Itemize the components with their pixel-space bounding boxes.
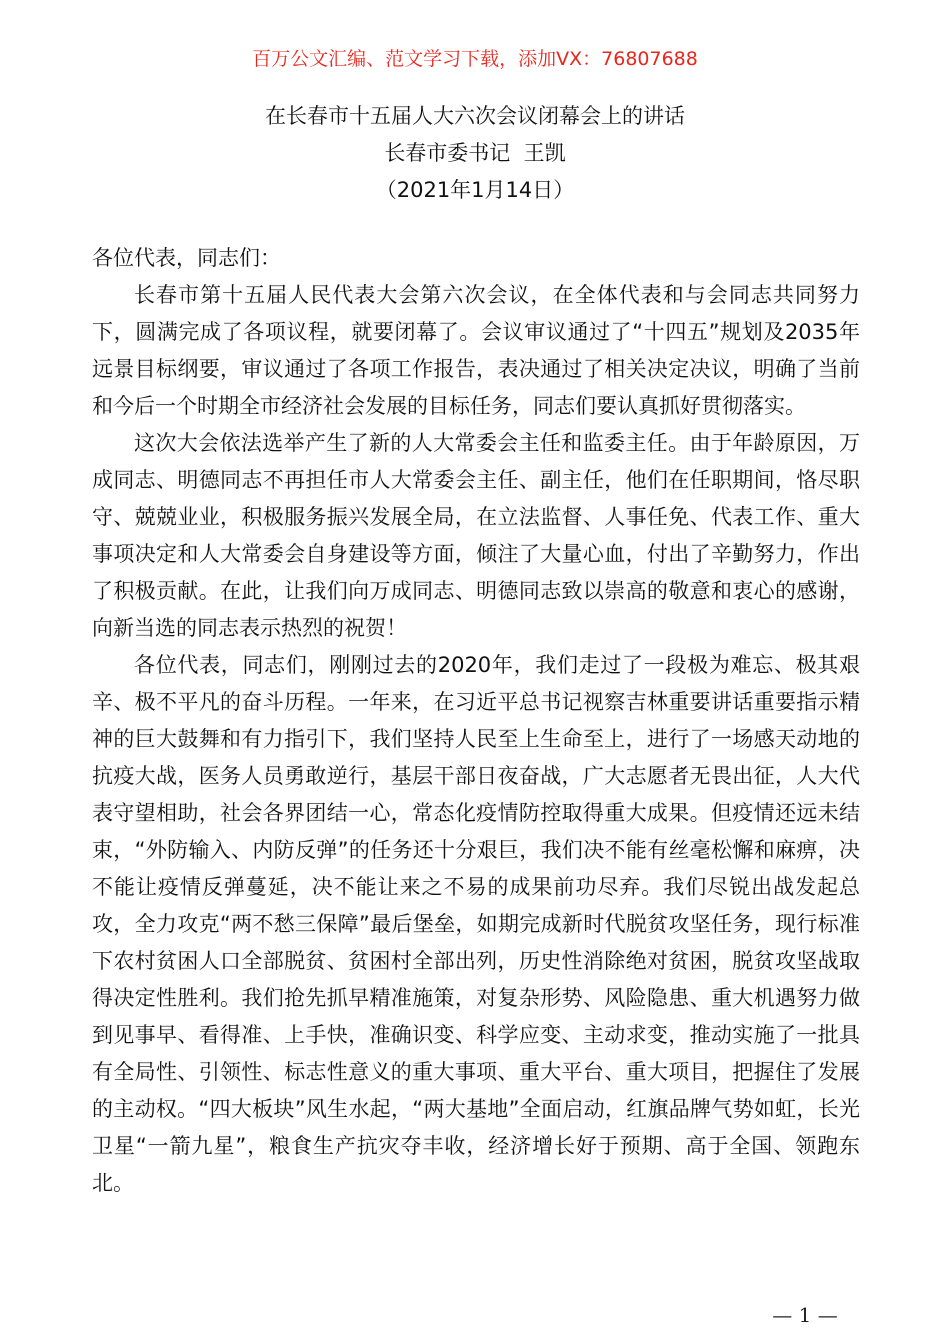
speech-body [92, 240, 860, 1202]
header-banner: 百万公文汇编、范文学习下载，添加VX：76807688 [252, 48, 698, 70]
speech-date: （2021年1月14日） [375, 178, 575, 202]
title-block [0, 98, 950, 209]
paragraph: 这次大会依法选举产生了新的人大常委会主任和监委主任。由于年龄原因，万成同志、明德同志不再担任市人大常委会主任、副主任，他们在任职期间，恪尽职守、兢兢业业，积极服务振兴发展全局，在立法监督、人事任免、代表工作、重大事项决定和人大常委会自身建设等方面，倾注了大量心血，付出了辛勤努力，作出了积极贡献。在此，让我们向万成同志、明德同志致以崇高的敬意和衷心的感谢，向新当选的同志表示热烈的祝贺！ [92, 431, 860, 640]
salutation: 各位代表，同志们： [92, 246, 281, 270]
paragraph: 各位代表，同志们，刚刚过去的2020年，我们走过了一段极为难忘、极其艰辛、极不平凡的奋斗历程。一年来，在习近平总书记视察吉林重要讲话重要指示精神的巨大鼓舞和有力指引下，我们坚持人民至上生命至上，进行了一场感天动地的抗疫大战，医务人员勇敢逆行，基层干部日夜奋战，广大志愿者无畏出征，人大代表守望相助，社会各界团结一心，常态化疫情防控取得重大成果。但疫情还远未结束，“外防输入、内防反弹”的任务还十分艰巨，我们决不能有丝毫松懈和麻痹，决不能让疫情反弹蔓延，决不能让来之不易的成果前功尽弃。我们尽锐出战发起总攻，全力攻克“两不愁三保障”最后堡垒，如期完成新时代脱贫攻坚任务，现行标准下农村贫困人口全部脱贫、贫困村全部出列，历史性消除绝对贫困，脱贫攻坚战取得决定性胜利。我们抢先抓早精准施策，对复杂形势、风险隐患、重大机遇努力做到见事早、看得准、上手快，准确识变、科学应变、主动求变，推动实施了一批具有全局性、引领性、标志性意义的重大事项、重大平台、重大项目，把握住了发展的主动权。“四大板块”风生水起，“两大基地”全面启动，红旗品牌气势如虹，长光卫星“一箭九星”，粮食生产抗灾夺丰收，经济增长好于预期、高于全国、领跑东北。 [92, 653, 860, 1195]
paragraph: 长春市第十五届人民代表大会第六次会议，在全体代表和与会同志共同努力下，圆满完成了各项议程，就要闭幕了。会议审议通过了“十四五”规划及2035年远景目标纲要，审议通过了各项工作报告，表决通过了相关决定决议，明确了当前和今后一个时期全市经济社会发展的目标任务，同志们要认真抓好贯彻落实。 [92, 283, 860, 418]
page-number: — 1 — [772, 1303, 838, 1327]
speaker-line: 长春市委书记 王凯 [384, 141, 566, 165]
speech-title: 在长春市十五届人大六次会议闭幕会上的讲话 [265, 104, 685, 128]
